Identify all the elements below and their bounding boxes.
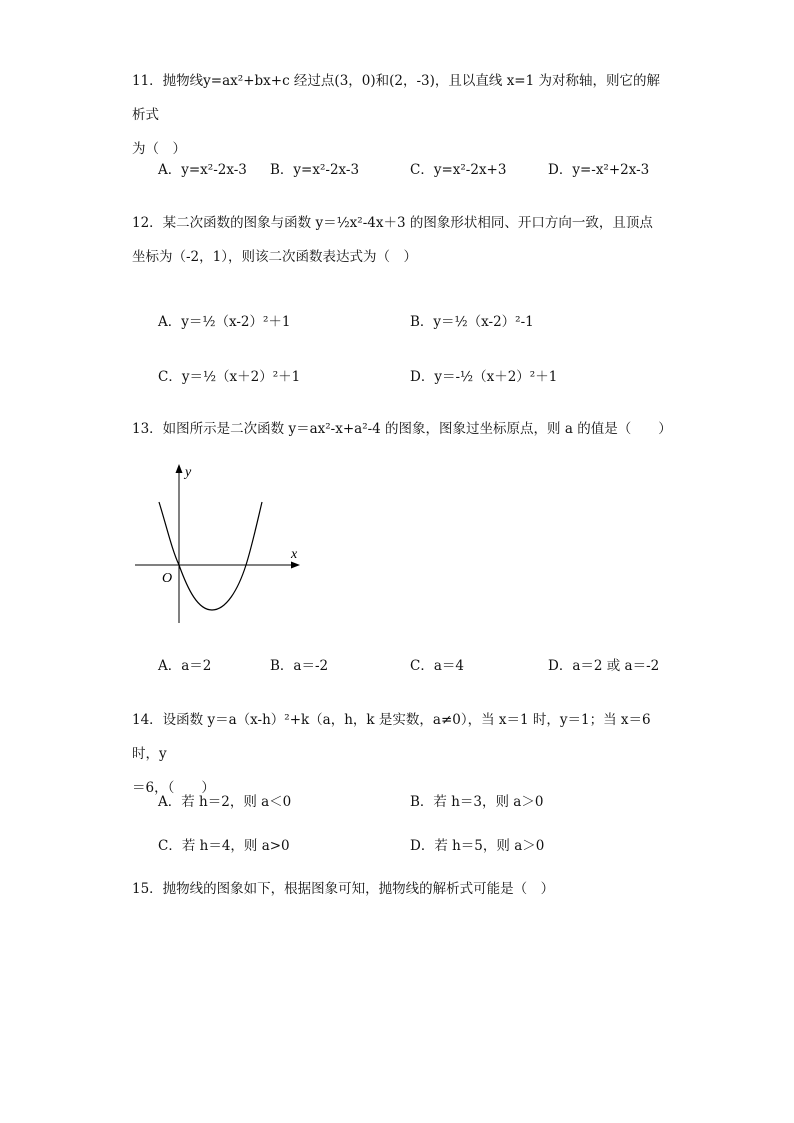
question-11 xyxy=(132,64,672,166)
question-13-option-b[interactable]: B．a＝-2 xyxy=(270,658,329,674)
question-12 xyxy=(132,206,672,274)
question-11-option-d[interactable]: D．y=-x²+2x-3 xyxy=(548,162,650,178)
question-11-stem-line1: 11．抛物线y=ax²+bx+c 经过点(3，0)和(2，-3)，且以直线 x=1 为对称轴，则它的解析式 xyxy=(132,73,661,123)
question-14-option-c[interactable]: C．若 h＝4，则 a>0 xyxy=(158,838,290,854)
y-axis-arrow-icon xyxy=(176,464,183,473)
question-12-option-c[interactable]: C．y＝½（x＋2）²＋1 xyxy=(158,369,301,385)
question-12-stem-line1: 12．某二次函数的图象与函数 y＝½x²-4x＋3 的图象形状相同、开口方向一致，且顶点 xyxy=(132,215,653,231)
question-11-option-a[interactable]: A．y=x²-2x-3 xyxy=(158,162,247,178)
question-13-option-c[interactable]: C．a＝4 xyxy=(410,658,464,674)
question-14-stem-line2: ＝6，（ ） xyxy=(132,780,215,796)
question-12-option-a[interactable]: A．y＝½（x-2）²＋1 xyxy=(158,314,291,330)
question-12-option-b[interactable]: B．y＝½（x-2）²-1 xyxy=(410,314,534,330)
question-13-parabola-graph xyxy=(130,458,305,628)
question-11-stem-line2: 为（ ） xyxy=(132,141,186,157)
origin-label: O xyxy=(162,571,173,586)
question-13 xyxy=(132,412,672,446)
question-13-option-a[interactable]: A．a＝2 xyxy=(158,658,212,674)
x-axis-arrow-icon xyxy=(291,562,300,569)
question-14-option-d[interactable]: D．若 h＝5，则 a＞0 xyxy=(410,838,545,854)
parabola-curve xyxy=(159,502,262,610)
question-12-option-d[interactable]: D．y＝-½（x＋2）²＋1 xyxy=(410,369,558,385)
question-13-stem: 13．如图所示是二次函数 y＝ax²-x+a²-4 的图象，图象过坐标原点，则 a 的值是（ ） xyxy=(132,421,672,437)
question-15-stem: 15．抛物线的图象如下，根据图象可知，抛物线的解析式可能是（ ） xyxy=(132,881,555,897)
question-14-stem-line1: 14．设函数 y＝a（x-h）²+k（a，h，k 是实数，a≠0），当 x＝1 时，y＝1；当 x＝6 时，y xyxy=(132,712,655,762)
x-axis-label: x xyxy=(291,547,298,562)
question-14-option-a[interactable]: A．若 h＝2，则 a＜0 xyxy=(158,794,292,810)
question-15 xyxy=(132,872,672,906)
y-axis-label: y xyxy=(185,465,192,480)
question-11-option-c[interactable]: C．y=x²-2x+3 xyxy=(410,162,507,178)
question-13-option-d[interactable]: D．a＝2 或 a＝-2 xyxy=(548,658,660,674)
question-14-option-b[interactable]: B．若 h＝3，则 a＞0 xyxy=(410,794,544,810)
question-12-stem-line2: 坐标为（-2，1），则该二次函数表达式为（ ） xyxy=(132,249,417,265)
question-11-option-b[interactable]: B．y=x²-2x-3 xyxy=(270,162,360,178)
